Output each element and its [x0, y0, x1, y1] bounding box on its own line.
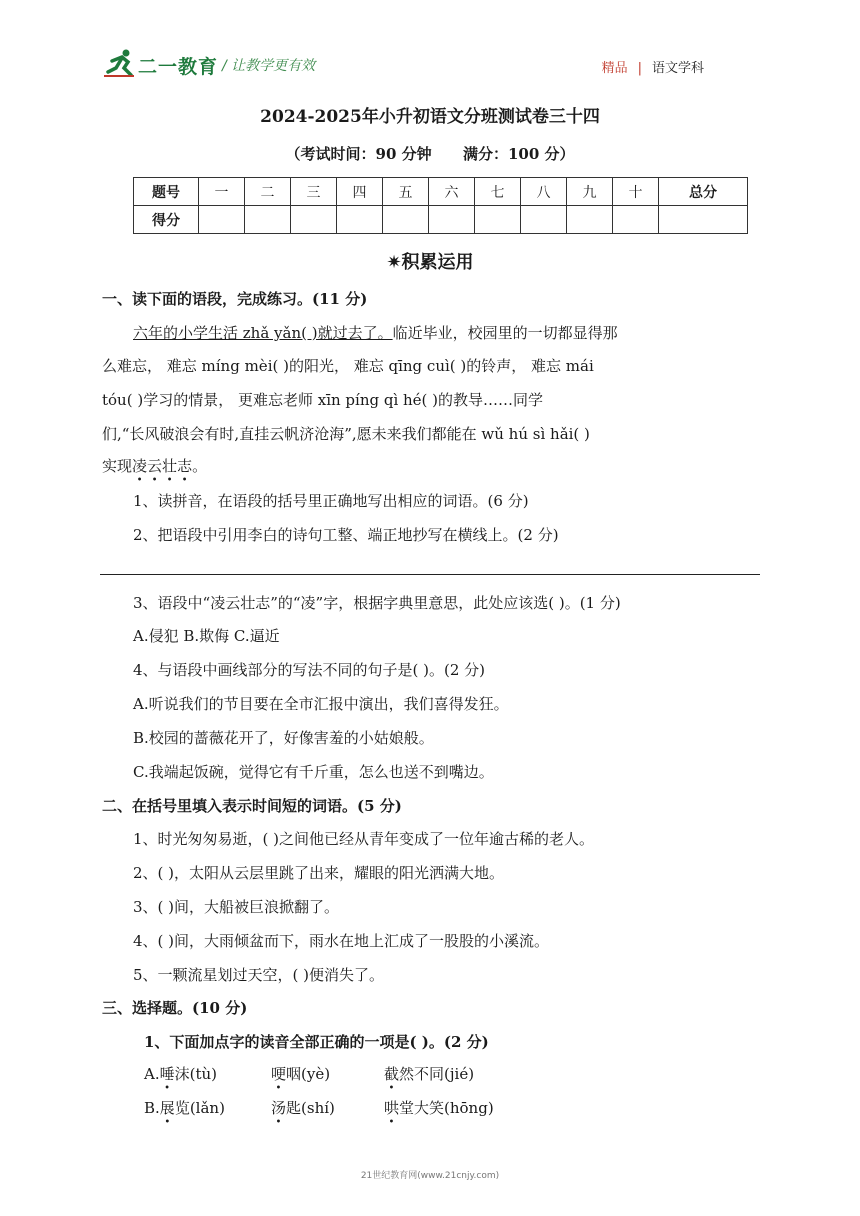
table-row-question-numbers [134, 178, 748, 206]
q3-option-b [144, 1098, 225, 1118]
text: 。 [192, 457, 208, 475]
dotted-char: 云 [147, 457, 163, 475]
table-cell: 一 [199, 178, 245, 206]
exam-info: （考试时间：90 分钟 满分：100 分） [285, 145, 575, 163]
q1-sub-3: 3、语段中“凌云壮志”的“凌”字，根据字典里意思，此处应该选( )。(1 分) [133, 594, 621, 612]
dotted-char: 志 [177, 457, 193, 475]
score-cell[interactable] [199, 206, 245, 234]
q1-para-line-1 [133, 323, 618, 343]
table-cell: 八 [521, 178, 567, 206]
q2-heading: 二、在括号里填入表示时间短的词语。(5 分) [102, 797, 402, 815]
dotted-char: 截 [384, 1065, 400, 1083]
q1-para-line-3: tóu( )学习的情景， 更难忘老师 xīn píng qì hé( )的教导……同学 [102, 391, 544, 409]
q1-sub-2: 2、把语段中引用李白的诗句工整、端正地抄写在横线上。(2 分) [133, 526, 559, 544]
q1-sub-4-option-b: B.校园的蔷薇花开了，好像害羞的小姑娘般。 [133, 729, 434, 747]
q2-item: 4、( )间，大雨倾盆而下，雨水在地上汇成了一股股的小溪流。 [133, 932, 550, 950]
score-cell[interactable] [429, 206, 475, 234]
dotted-char: 展 [159, 1099, 175, 1117]
score-cell[interactable] [291, 206, 337, 234]
q3-sub-1: 1、下面加点字的读音全部正确的一项是( )。(2 分) [144, 1033, 489, 1051]
q1-para-line-2: 么难忘， 难忘 míng mèi( )的阳光， 难忘 qīng cuì( )的铃声， 难忘 mái [102, 357, 594, 375]
text: 咽(yè) [286, 1065, 331, 1083]
score-cell[interactable] [337, 206, 383, 234]
header-tags [602, 57, 704, 76]
option-label: A. [144, 1065, 160, 1083]
q2-item: 5、一颗流星划过天空，( )便消失了。 [133, 966, 385, 984]
score-cell[interactable] [383, 206, 429, 234]
dotted-char: 壮 [162, 457, 178, 475]
table-cell: 七 [475, 178, 521, 206]
dotted-char: 唾 [159, 1065, 175, 1083]
table-cell: 二 [245, 178, 291, 206]
score-table [133, 177, 748, 234]
tag-separator: | [637, 61, 642, 76]
underlined-sentence: 六年的小学生活 zhǎ yǎn( )就过去了。 [133, 324, 393, 342]
text: 然不同(jié) [399, 1065, 475, 1083]
q1-sub-3-options: A.侵犯 B.欺侮 C.逼近 [133, 627, 280, 645]
q1-para-line-4: 们,“长风破浪会有时,直挂云帆济沧海”,愿未来我们都能在 wǔ hú sì hǎi( ) [102, 425, 590, 443]
text: 沫(tù) [174, 1065, 218, 1083]
q3-option-a-word-3 [384, 1064, 474, 1084]
q1-sub-4-option-c: C.我端起饭碗，觉得它有千斤重，怎么也送不到嘴边。 [133, 763, 494, 781]
table-cell: 九 [567, 178, 613, 206]
table-cell: 题号 [134, 178, 199, 206]
tag-subject: 语文学科 [651, 61, 704, 76]
slogan: / 让教学更有效 [222, 58, 316, 74]
text: 临近毕业，校园里的一切都显得那 [392, 324, 618, 342]
tag-quality: 精品 [601, 61, 628, 76]
table-cell: 五 [383, 178, 429, 206]
dotted-char: 哽 [271, 1065, 287, 1083]
page-footer: 21世纪教育网(www.21cnjy.com) [360, 1171, 500, 1181]
q1-sub-1: 1、读拼音，在语段的括号里正确地写出相应的词语。(6 分) [133, 492, 529, 510]
option-label: B. [144, 1099, 160, 1117]
q3-option-a-word-2 [271, 1064, 330, 1084]
text: 堂大笑(hōng) [399, 1099, 494, 1117]
dotted-char: 凌 [132, 457, 148, 475]
table-cell: 得分 [134, 206, 199, 234]
q3-option-b-word-2 [271, 1098, 335, 1118]
runner-icon [104, 48, 136, 78]
table-cell: 十 [613, 178, 659, 206]
dotted-char: 汤 [271, 1099, 287, 1117]
text: 匙(shí) [286, 1099, 335, 1117]
answer-line[interactable] [100, 574, 760, 575]
q3-option-b-word-3 [384, 1098, 494, 1118]
table-cell: 六 [429, 178, 475, 206]
table-cell: 总分 [659, 178, 748, 206]
page-title: 2024-2025年小升初语文分班测试卷三十四 [260, 107, 600, 127]
q2-item: 1、时光匆匆易逝，( )之间他已经从青年变成了一位年逾古稀的老人。 [133, 830, 595, 848]
score-cell[interactable] [613, 206, 659, 234]
q3-option-a [144, 1064, 217, 1084]
score-cell[interactable] [521, 206, 567, 234]
q3-heading: 三、选择题。(10 分) [102, 999, 248, 1017]
score-cell[interactable] [567, 206, 613, 234]
table-cell: 四 [337, 178, 383, 206]
q2-item: 2、( )，太阳从云层里跳了出来，耀眼的阳光洒满大地。 [133, 864, 505, 882]
section-heading: ✷积累运用 [386, 252, 474, 273]
dotted-char: 哄 [384, 1099, 400, 1117]
score-cell[interactable] [659, 206, 748, 234]
score-cell[interactable] [245, 206, 291, 234]
table-cell: 三 [291, 178, 337, 206]
q1-sub-4: 4、与语段中画线部分的写法不同的句子是( )。(2 分) [133, 661, 486, 679]
score-cell[interactable] [475, 206, 521, 234]
q1-sub-4-option-a: A.听说我们的节目要在全市汇报中演出，我们喜得发狂。 [133, 695, 509, 713]
logo-text: 二一教育 [138, 56, 219, 78]
q1-heading: 一、读下面的语段，完成练习。(11 分) [102, 290, 368, 308]
table-row-scores [134, 206, 748, 234]
q1-para-line-5 [102, 456, 207, 476]
q2-item: 3、( )间，大船被巨浪掀翻了。 [133, 898, 340, 916]
text: 览(lǎn) [174, 1099, 225, 1117]
text: 实现 [102, 457, 133, 475]
